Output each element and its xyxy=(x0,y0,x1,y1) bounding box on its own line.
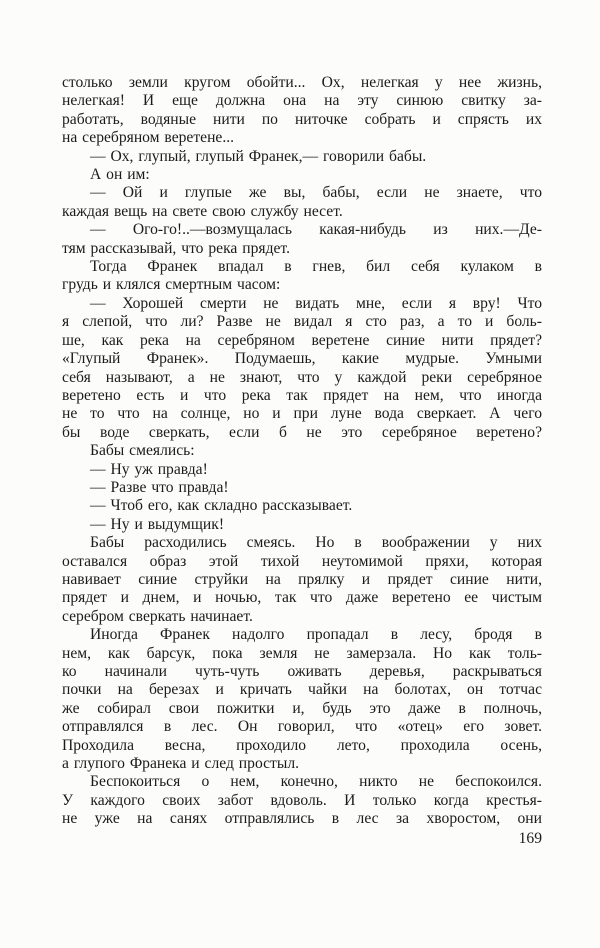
text-line: столько земли кругом обойти... Ох, нелегкая у нее жизнь, xyxy=(62,74,542,91)
text-line: не уже на санях отправлялись в лес за хворостом, они xyxy=(62,810,542,828)
text-line: — Ой и глупые же вы, бабы, если не знаете, что xyxy=(90,184,542,202)
text-line: А он им: xyxy=(90,166,150,184)
text-line: себя называют, а не знают, что у каждой реки серебряное xyxy=(62,368,542,386)
text-line: Иногда Франек надолго пропадал в лесу, бродя в xyxy=(90,626,542,644)
text-line: Беспокоиться о нем, конечно, никто не беспокоился. xyxy=(90,773,542,791)
text-line: Тогда Франек впадал в гнев, бил себя кулаком в xyxy=(90,258,542,276)
text-line: ше, как река на серебряном веретене синие нити прядет? xyxy=(62,331,542,349)
text-line: тям рассказывай, что река прядет. xyxy=(62,239,290,257)
text-line: серебром сверкать начинает. xyxy=(62,607,253,625)
text-line: же собирал свои пожитки и, будь это даже в полночь, xyxy=(62,699,542,717)
text-line: — Чтоб его, как складно рассказывает. xyxy=(90,497,353,515)
text-line: прядет и днем, и ночью, так что даже веретено ее чистым xyxy=(62,589,542,607)
text-line: навивает синие струйки на прялку и прядет синие нити, xyxy=(62,570,542,588)
text-line: У каждого своих забот вдоволь. И только когда крестья- xyxy=(62,791,542,809)
text-line: ко начинали чуть-чуть оживать деревья, раскрываться xyxy=(62,663,542,680)
text-line: каждая вещь на свете свою службу несет. xyxy=(62,202,343,220)
text-line: — Ну и выдумщик! xyxy=(90,515,225,533)
text-line: нем, как барсук, пока земля не замерзала. Но как толь- xyxy=(62,644,542,662)
text-block xyxy=(62,74,542,829)
text-line: Бабы расходились смеясь. Но в воображении у них xyxy=(90,534,542,552)
text-line: веретено есть и что река так прядет на нем, что иногда xyxy=(62,386,542,404)
text-line: Бабы смеялись: xyxy=(90,442,195,460)
text-line: не то что на солнце, но и при луне вода сверкает. А чего xyxy=(62,405,542,423)
text-line: бы воде сверкать, если б не это серебряное веретено? xyxy=(62,423,542,441)
text-line: почки на березах и кричать чайки на болотах, он тотчас xyxy=(62,681,542,699)
text-line: — Хорошей смерти не видать мне, если я вру! Что xyxy=(90,294,542,312)
text-line: Проходила весна, проходило лето, проходила осень, xyxy=(62,736,542,754)
text-line: — Ну уж правда! xyxy=(90,460,208,478)
text-line: я слепой, что ли? Разве не видал я сто раз, а то и боль- xyxy=(62,313,542,331)
text-line: а глупого Франека и след простыл. xyxy=(62,755,300,773)
text-line: работать, водяные нити по ниточке собрать и спрясть их xyxy=(62,110,542,128)
text-line: нелегкая! И еще должна она на эту синюю свитку за- xyxy=(62,92,542,110)
text-line: — Ого-го!..—возмущалась какая-нибудь из них.—Де- xyxy=(90,221,542,239)
text-line: на серебряном веретене... xyxy=(62,129,235,147)
text-line: грудь и клялся смертным часом: xyxy=(62,276,281,294)
page-number: 169 xyxy=(518,830,542,847)
text-line: — Ох, глупый, глупый Франек,— говорили бабы. xyxy=(90,147,427,165)
text-line: — Разве что правда! xyxy=(90,478,229,496)
text-line: отправлялся в лес. Он говорил, что «отец» его зовет. xyxy=(62,718,542,736)
text-line: «Глупый Франек». Подумаешь, какие мудрые. Умными xyxy=(62,350,542,368)
text-line: оставался образ этой тихой неутомимой пряхи, которая xyxy=(62,552,542,570)
